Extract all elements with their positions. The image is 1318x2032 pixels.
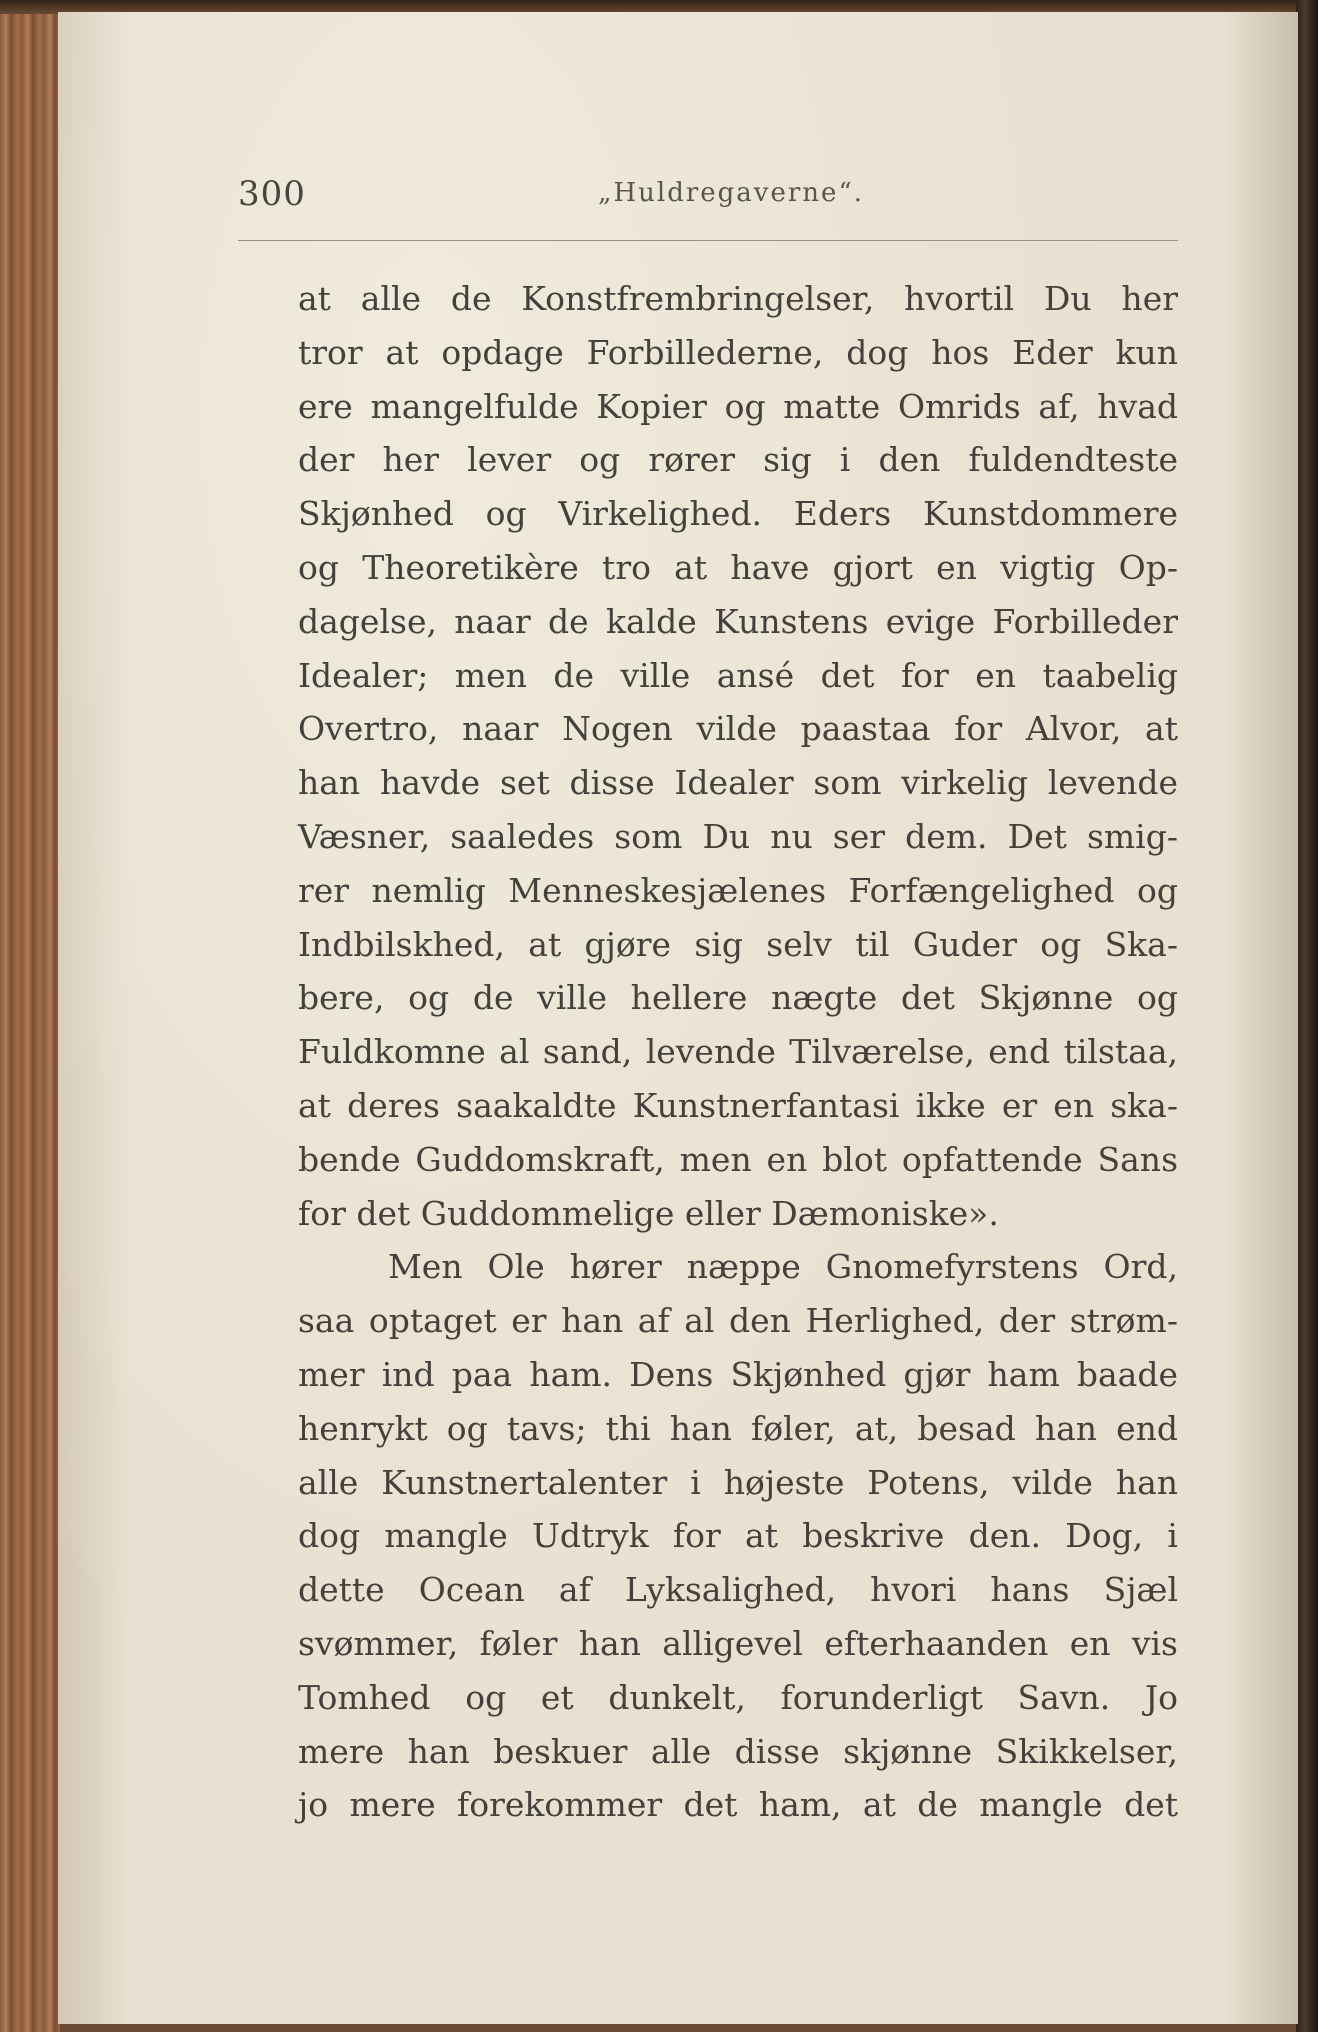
text-line: ere mangelfulde Kopier og matte Omrids af, hvad <box>298 386 1178 426</box>
book-right-edge <box>1296 0 1318 2032</box>
text-line: og Theoretikère tro at have gjort en vigtig Op- <box>298 547 1178 587</box>
text-line: dog mangle Udtryk for at beskrive den. Dog, i <box>298 1516 1178 1556</box>
text-line: dagelse, naar de kalde Kunstens evige Forbilleder <box>298 601 1178 641</box>
text-line: at deres saakaldte Kunstnerfantasi ikke er en ska- <box>298 1085 1178 1125</box>
text-line: svømmer, føler han alligevel efterhaanden en vis <box>298 1623 1178 1663</box>
text-line: Overtro, naar Nogen vilde paastaa for Alvor, at <box>298 709 1178 749</box>
text-line: henrykt og tavs; thi han føler, at, besad han end <box>298 1408 1178 1448</box>
text-line: mere han beskuer alle disse skjønne Skikkelser, <box>298 1731 1178 1771</box>
running-head: „Huldregaverne“. <box>598 178 864 208</box>
text-line: bere, og de ville hellere nægte det Skjønne og <box>298 978 1178 1018</box>
body-text <box>298 272 1178 1832</box>
book-spine-edge <box>0 0 60 2032</box>
text-line: han havde set disse Idealer som virkelig levende <box>298 763 1178 803</box>
paragraph-first-line: Men Ole hører næppe Gnomefyrstens Ord, <box>388 1247 1178 1287</box>
text-line: tror at opdage Forbillederne, dog hos Eder kun <box>298 332 1178 372</box>
text-line: alle Kunstnertalenter i højeste Potens, vilde han <box>298 1462 1178 1502</box>
text-line: Indbilskhed, at gjøre sig selv til Guder og Ska- <box>298 924 1178 964</box>
page-header <box>238 170 1178 241</box>
text-line: bende Guddomskraft, men en blot opfattende Sans <box>298 1139 1178 1179</box>
page-number: 300 <box>238 174 306 214</box>
text-line: jo mere forekommer det ham, at de mangle det <box>298 1785 1178 1825</box>
text-line: for det Guddommelige eller Dæmoniske». <box>298 1193 999 1233</box>
text-line: der her lever og rører sig i den fuldendteste <box>298 440 1178 480</box>
text-line: rer nemlig Menneskesjælenes Forfængelighed og <box>298 870 1178 910</box>
text-line: at alle de Konstfrembringelser, hvortil Du her <box>298 279 1178 318</box>
text-line: saa optaget er han af al den Herlighed, der strøm- <box>298 1301 1178 1341</box>
text-line: Fuldkomne al sand, levende Tilværelse, end tilstaa, <box>298 1032 1178 1072</box>
text-line: Skjønhed og Virkelighed. Eders Kunstdommere <box>298 494 1178 534</box>
text-line: mer ind paa ham. Dens Skjønhed gjør ham baade <box>298 1354 1178 1394</box>
text-line: Idealer; men de ville ansé det for en taabelig <box>298 655 1178 695</box>
text-line: Tomhed og et dunkelt, forunderligt Savn. Jo <box>298 1677 1178 1717</box>
text-line: dette Ocean af Lyksalighed, hvori hans Sjæl <box>298 1570 1178 1610</box>
text-line: Væsner, saaledes som Du nu ser dem. Det smig- <box>298 816 1178 856</box>
